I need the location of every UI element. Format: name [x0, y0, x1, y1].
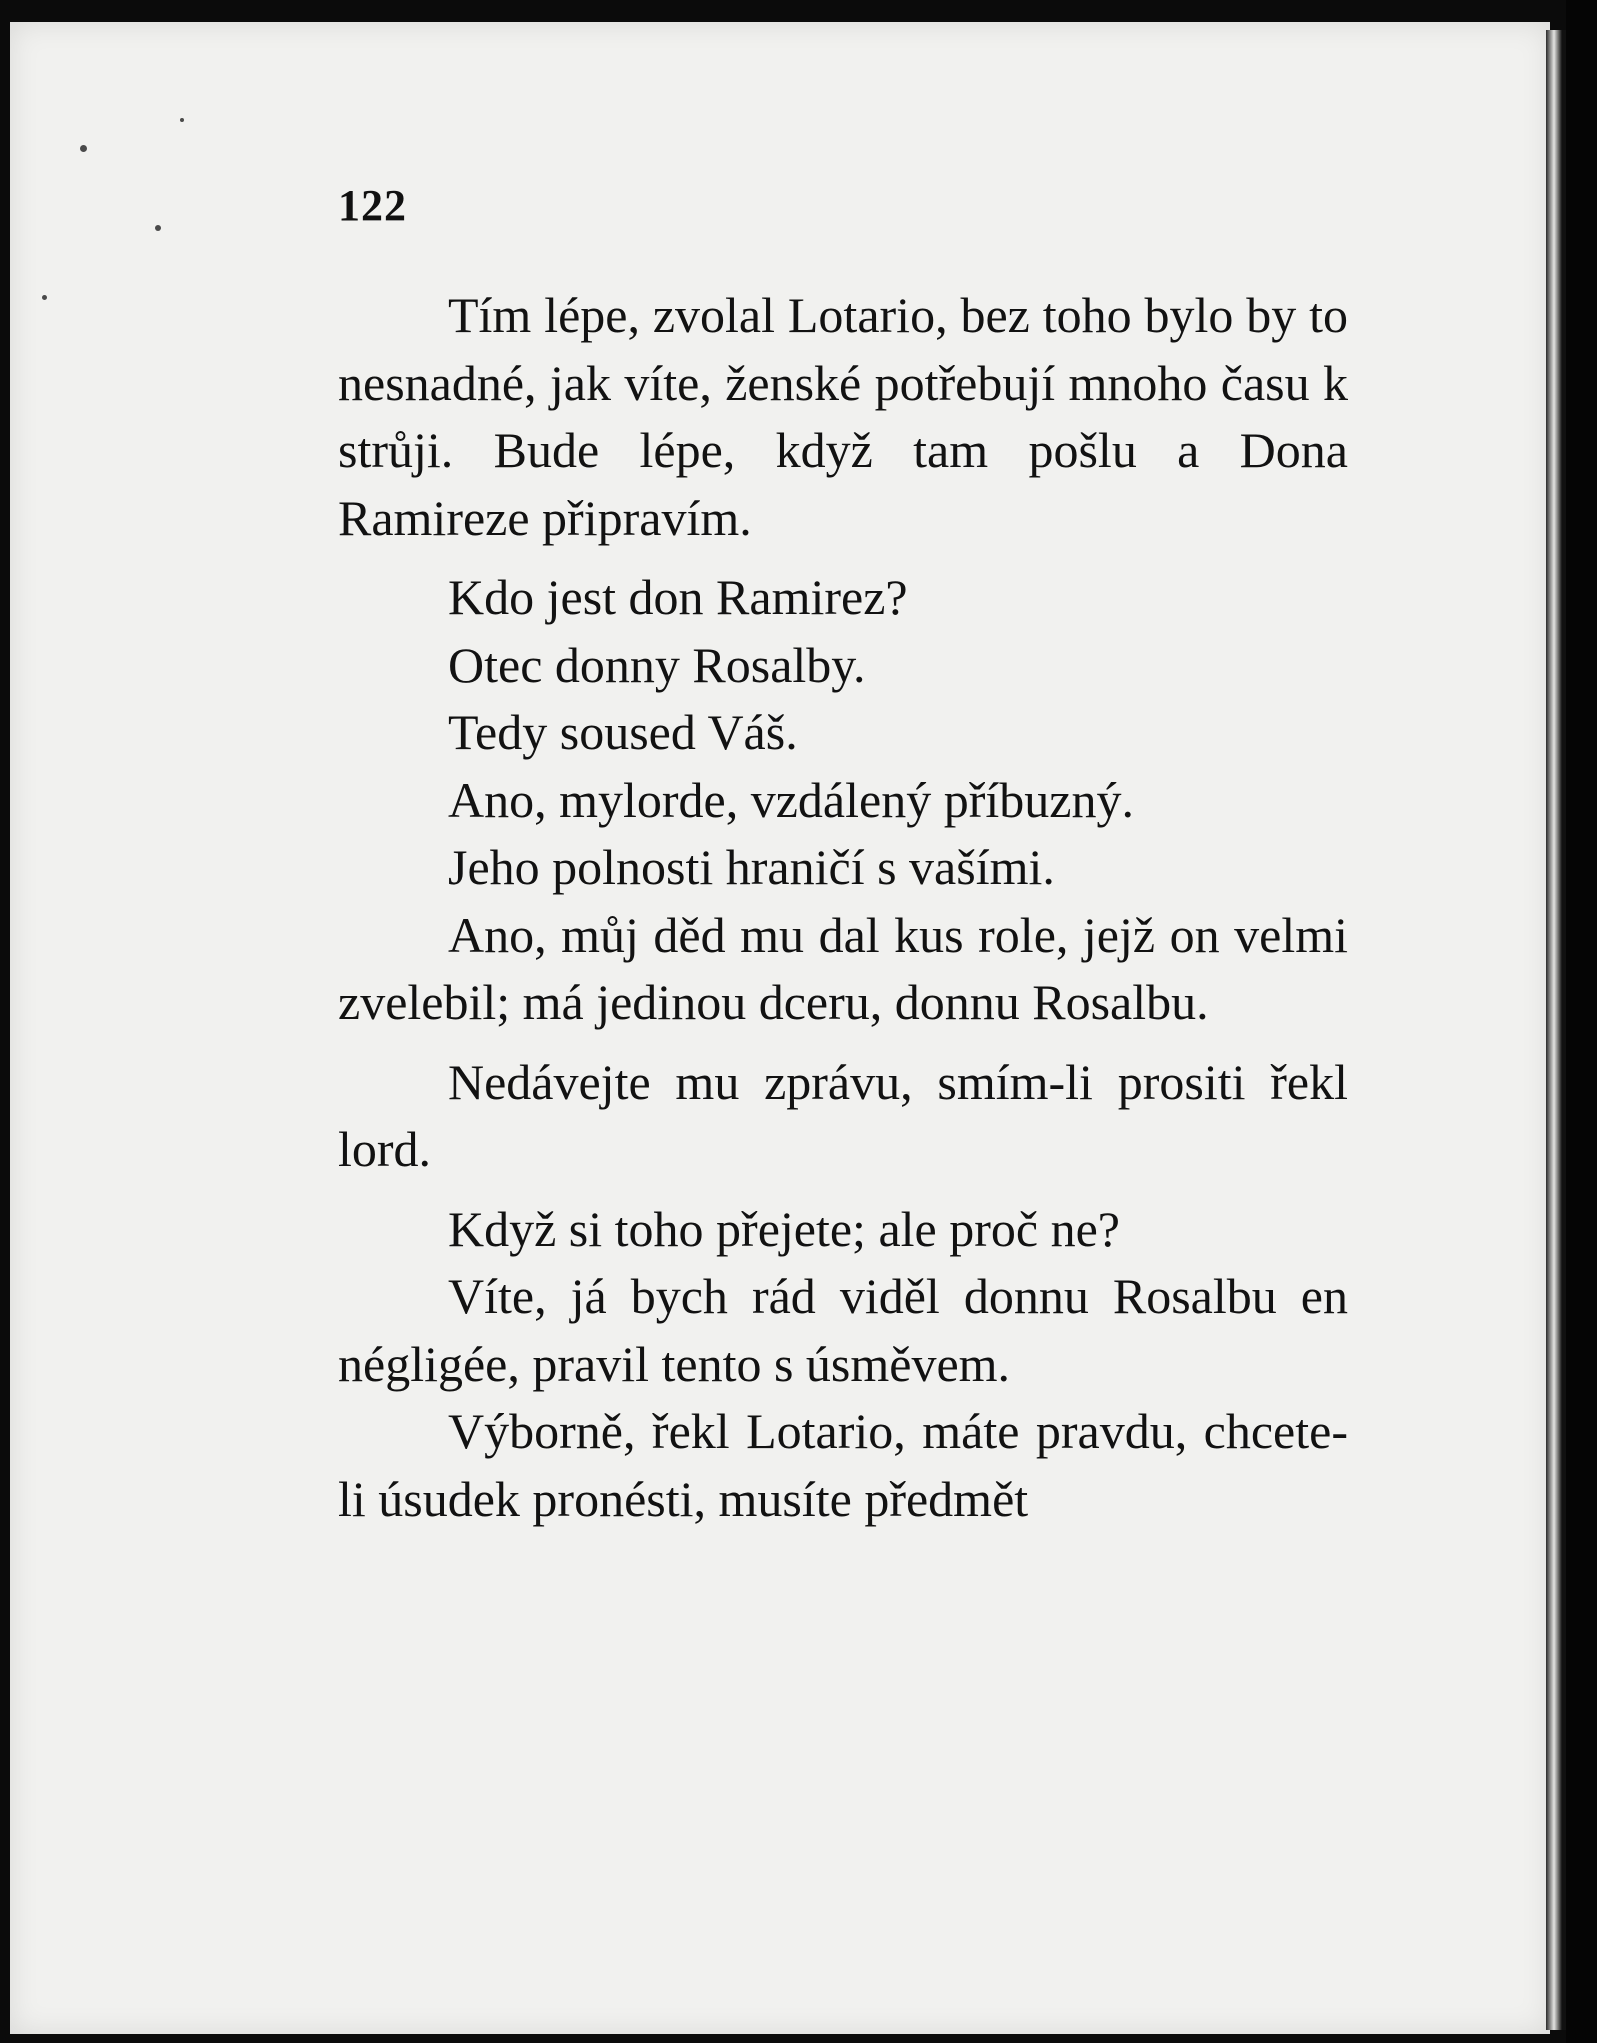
paragraph: Výborně, řekl Lotario, máte pravdu, chcete-li úsudek pronésti, musíte předmět: [338, 1403, 1348, 1527]
scan-border: [1566, 0, 1597, 2043]
paragraph: Tedy soused Váš.: [448, 704, 798, 760]
page-number: 122: [338, 181, 407, 230]
scan-speck: [80, 145, 87, 152]
paragraph: Ano, mylorde, vzdálený příbuzný.: [448, 771, 1134, 828]
paragraph: Nedávejte mu zprávu, smím-li prositi řekl lord.: [338, 1053, 1348, 1177]
page-edge-shadow: [1546, 30, 1566, 2030]
paragraph: Tím lépe, zvolal Lotario, bez toho bylo by to nesnadné, jak víte, ženské potřebují mnoho času k strůji. Bude lépe, když tam pošlu a Dona Ramireze připravím.: [338, 287, 1348, 546]
paragraph: Víte, já bych rád viděl donnu Rosalbu en négligée, pravil tento s úsměvem.: [338, 1268, 1348, 1392]
paragraph: Ano, můj děd mu dal kus role, jejž on velmi zvelebil; má jedinou dceru, donnu Rosalbu.: [338, 906, 1348, 1030]
paragraph: Otec donny Rosalby.: [448, 636, 866, 693]
scan-speck: [42, 295, 47, 300]
paragraph: Jeho polnosti hraničí s vašími.: [448, 839, 1055, 895]
body-text: [338, 282, 1348, 1533]
paragraph: Když si toho přejete; ale proč ne?: [448, 1200, 1120, 1257]
paragraph: Kdo jest don Ramirez?: [448, 569, 908, 625]
scan-speck: [155, 225, 161, 231]
scan-speck: [180, 118, 184, 122]
